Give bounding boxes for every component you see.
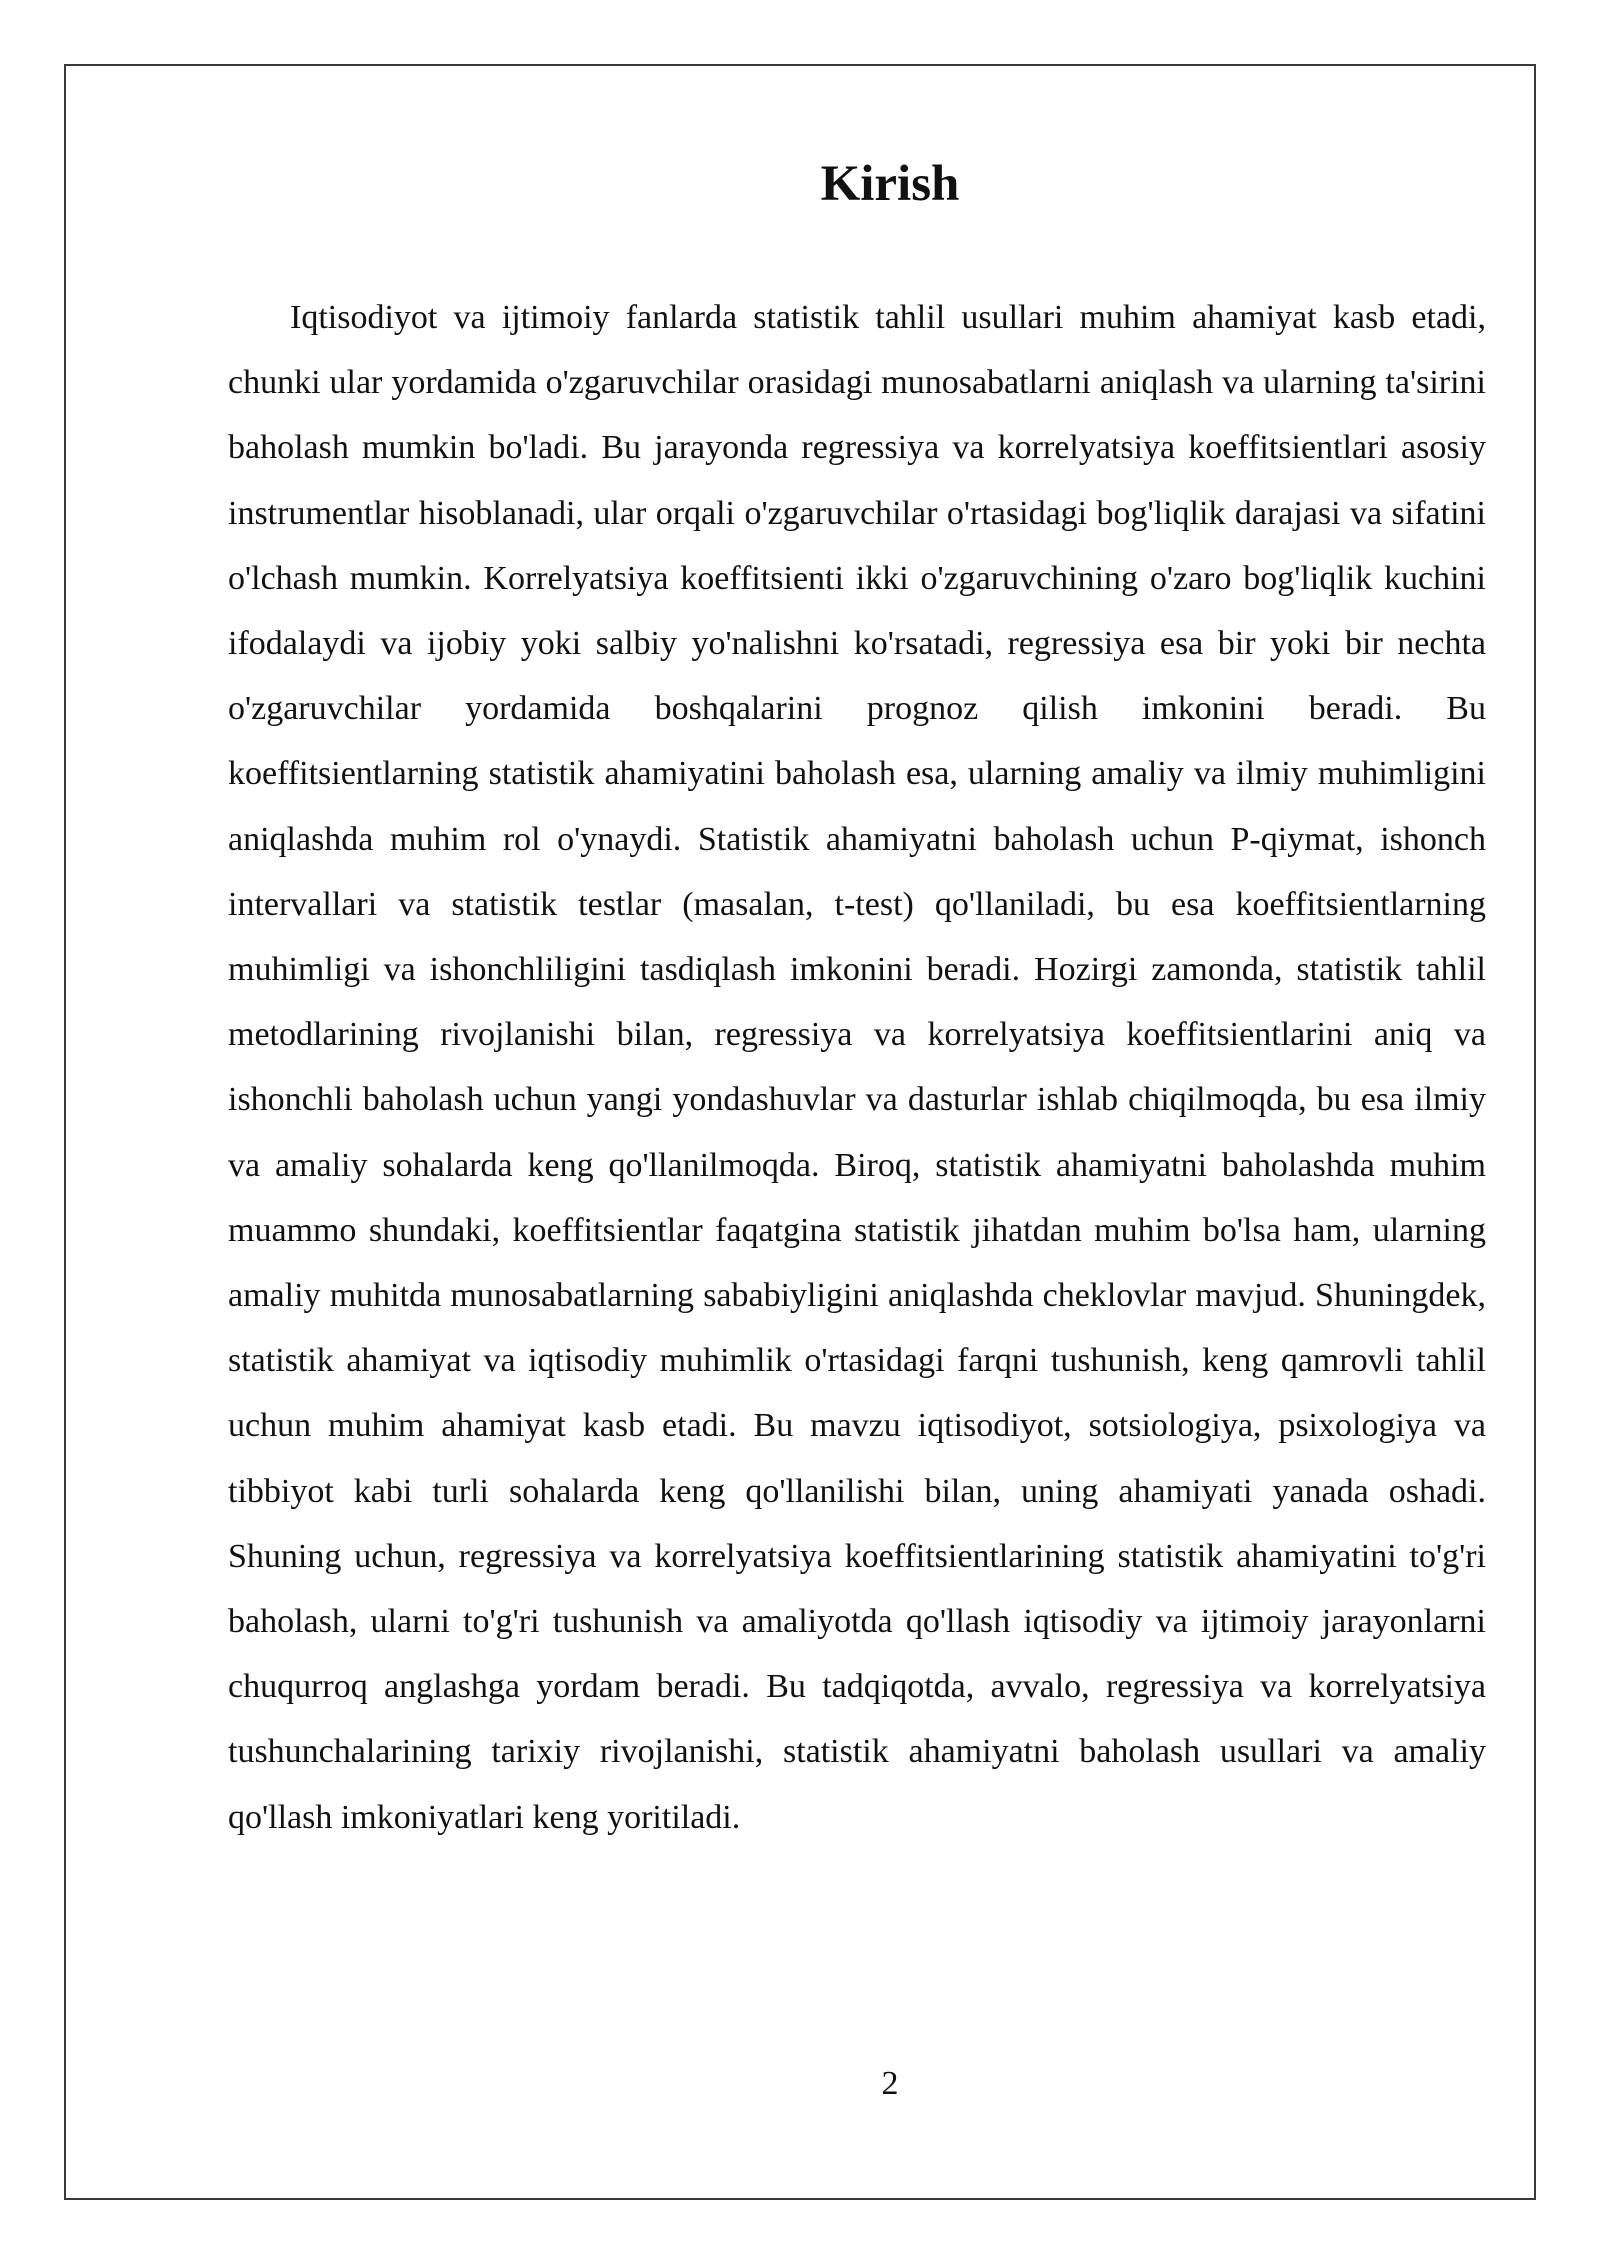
- page-number: 2: [881, 2065, 899, 2102]
- page-title: Kirish: [820, 156, 960, 212]
- body-paragraph: Iqtisodiyot va ijtimoiy fanlarda statistik tahlil usullari muhim ahamiyat kasb etadi, chunki ular yordamida o'zgaruvchilar orasidagi munosabatlarni aniqlash va ularning ta'sirini baholash mumkin bo'ladi. Bu jarayonda regressiya va korrelyatsiya koeffitsientlari asosiy instrumentlar hisoblanadi, ular orqali o'zgaruvchilar o'rtasidagi bog'liqlik darajasi va sifatini o'lchash mumkin. Korrelyatsiya koeffitsienti ikki o'zgaruvchining o'zaro bog'liqlik kuchini ifodalaydi va ijobiy yoki salbiy yo'nalishni ko'rsatadi, regressiya esa bir yoki bir nechta o'zgaruvchilar yordamida boshqalarini prognoz qilish imkonini beradi. Bu koeffitsientlarning statistik ahamiyatini baholash esa, ularning amaliy va ilmiy muhimligini aniqlashda muhim rol o'ynaydi. Statistik ahamiyatni baholash uchun P-qiymat, ishonch intervallari va statistik testlar (masalan, t-test) qo'llaniladi, bu esa koeffitsientlarning muhimligi va ishonchliligini tasdiqlash imkonini beradi. Hozirgi zamonda, statistik tahlil metodlarining rivojlanishi bilan, regressiya va korrelyatsiya koeffitsientlarini aniq va ishonchli baholash uchun yangi yondashuvlar va dasturlar ishlab chiqilmoqda, bu esa ilmiy va amaliy sohalarda keng qo'llanilmoqda. Biroq, statistik ahamiyatni baholashda muhim muammo shundaki, koeffitsientlar faqatgina statistik jihatdan muhim bo'lsa ham, ularning amaliy muhitda munosabatlarning sababiyligini aniqlashda cheklovlar mavjud. Shuningdek, statistik ahamiyat va iqtisodiy muhimlik o'rtasidagi farqni tushunish, keng qamrovli tahlil uchun muhim ahamiyat kasb etadi. Bu mavzu iqtisodiyot, sotsiologiya, psixologiya va tibbiyot kabi turli sohalarda keng qo'llanilishi bilan, uning ahamiyati yanada oshadi. Shuning uchun, regressiya va korrelyatsiya koeffitsientlarining statistik ahamiyatini to'g'ri baholash, ularni to'g'ri tushunish va amaliyotda qo'llash iqtisodiy va ijtimoiy jarayonlarni chuqurroq anglashga yordam beradi. Bu tadqiqotda, avvalo, regressiya va korrelyatsiya tushunchalarining tarixiy rivojlanishi, statistik ahamiyatni baholash usullari va amaliy qo'llash imkoniyatlari keng yoritiladi.: [228, 299, 1486, 1836]
